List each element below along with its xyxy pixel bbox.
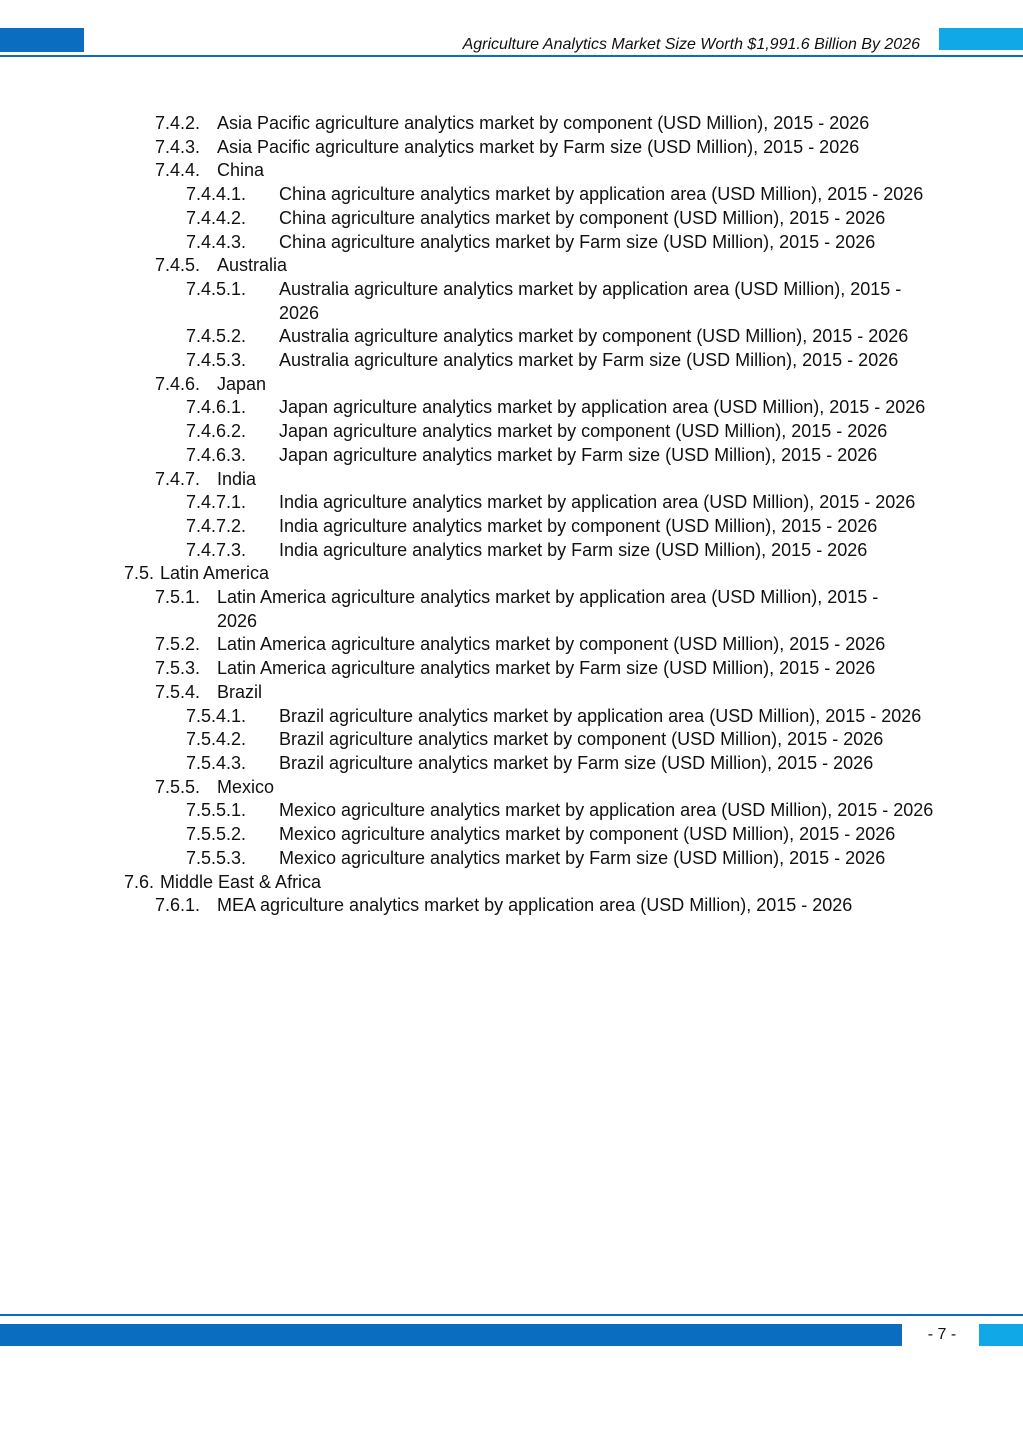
toc-entry-text: Brazil agriculture analytics market by Farm size (USD Million), 2015 - 2026 <box>279 752 874 773</box>
toc-entry-text: China <box>217 160 265 181</box>
toc-entry-number: 7.4.4. <box>155 160 201 181</box>
toc-entry-number: 7.4.6.1. <box>186 397 247 418</box>
footer-rule <box>0 1314 1023 1316</box>
toc-entry <box>0 136 1023 160</box>
toc-entry-text: Japan agriculture analytics market by application area (USD Million), 2015 - 2026 <box>279 397 926 418</box>
toc-entry-text: Australia agriculture analytics market by component (USD Million), 2015 - 2026 <box>279 326 909 347</box>
toc-entry-text: MEA agriculture analytics market by application area (USD Million), 2015 - 2026 <box>217 895 853 916</box>
toc-entry-text: Latin America agriculture analytics market by application area (USD Million), 2015 - 2026 <box>217 587 879 631</box>
toc-entry <box>0 776 1023 800</box>
toc-entry <box>0 586 1023 633</box>
toc-entry-number: 7.4.6.3. <box>186 444 247 465</box>
toc-entry-text: India agriculture analytics market by application area (USD Million), 2015 - 2026 <box>279 492 916 513</box>
toc-entry-number: 7.5.4.3. <box>186 752 247 773</box>
toc-entry <box>0 633 1023 657</box>
footer-left-bar <box>0 1324 902 1346</box>
toc-entry <box>0 231 1023 255</box>
toc-entry <box>0 799 1023 823</box>
header-right-bar <box>939 28 1023 50</box>
toc-entry-text: Asia Pacific agriculture analytics market by Farm size (USD Million), 2015 - 2026 <box>217 136 860 157</box>
toc-entry-number: 7.5.2. <box>155 634 201 655</box>
toc-entry-number: 7.5. <box>124 563 155 584</box>
toc-entry-number: 7.4.5.3. <box>186 350 247 371</box>
toc-entry-text: Brazil agriculture analytics market by component (USD Million), 2015 - 2026 <box>279 729 884 750</box>
toc-entry <box>0 373 1023 397</box>
toc-entry <box>0 159 1023 183</box>
toc-entry-number: 7.4.5.1. <box>186 278 247 299</box>
header-left-bar <box>0 28 84 52</box>
toc-entry-text: China agriculture analytics market by application area (USD Million), 2015 - 2026 <box>279 184 924 205</box>
toc-entry-text: Japan agriculture analytics market by Farm size (USD Million), 2015 - 2026 <box>279 444 878 465</box>
toc-entry-text: Latin America <box>160 563 270 584</box>
toc-entry-text: Australia <box>217 255 288 276</box>
toc-entry-text: India agriculture analytics market by Farm size (USD Million), 2015 - 2026 <box>279 539 868 560</box>
toc-entry-text: Latin America agriculture analytics market by component (USD Million), 2015 - 2026 <box>217 634 886 655</box>
toc-entry <box>0 562 1023 586</box>
toc-entry <box>0 657 1023 681</box>
toc-entry-number: 7.5.5. <box>155 776 201 797</box>
toc-entry-number: 7.4.7.2. <box>186 515 247 536</box>
toc-entry <box>0 112 1023 136</box>
toc-entry-number: 7.5.5.3. <box>186 847 247 868</box>
toc-entry-text: Middle East & Africa <box>160 871 322 892</box>
toc-entry-number: 7.4.7.3. <box>186 539 247 560</box>
toc-entry <box>0 468 1023 492</box>
toc-entry <box>0 254 1023 278</box>
toc-entry-text: Australia agriculture analytics market by Farm size (USD Million), 2015 - 2026 <box>279 350 899 371</box>
footer-right-bar <box>979 1324 1023 1346</box>
toc-entry-number: 7.5.3. <box>155 658 201 679</box>
toc-entry-number: 7.4.7.1. <box>186 492 247 513</box>
toc-entry-number: 7.6.1. <box>155 895 201 916</box>
toc-entry-number: 7.5.1. <box>155 587 201 608</box>
toc-entry-number: 7.5.4.1. <box>186 705 247 726</box>
toc-entry <box>0 847 1023 871</box>
toc-entry <box>0 539 1023 563</box>
toc-entry-number: 7.5.4. <box>155 681 201 702</box>
toc-entry-number: 7.4.4.1. <box>186 184 247 205</box>
toc-entry <box>0 681 1023 705</box>
toc-entry-text: Mexico agriculture analytics market by component (USD Million), 2015 - 2026 <box>279 824 896 845</box>
toc-entry-number: 7.4.6.2. <box>186 421 247 442</box>
toc-entry <box>0 183 1023 207</box>
toc-entry-text: Asia Pacific agriculture analytics market by component (USD Million), 2015 - 2026 <box>217 113 870 133</box>
toc-entry-number: 7.4.5. <box>155 255 201 276</box>
toc-entry <box>0 823 1023 847</box>
toc-entry-number: 7.5.5.2. <box>186 824 247 845</box>
toc-entry-text: Japan agriculture analytics market by component (USD Million), 2015 - 2026 <box>279 421 888 442</box>
toc-entry <box>0 444 1023 468</box>
toc-entry-number: 7.5.5.1. <box>186 800 247 821</box>
toc-entry <box>0 894 1023 918</box>
toc-entry-text: Mexico agriculture analytics market by Farm size (USD Million), 2015 - 2026 <box>279 847 886 868</box>
toc-entry-number: 7.4.2. <box>155 113 201 133</box>
toc-entry-number: 7.5.4.2. <box>186 729 247 750</box>
toc-entry <box>0 207 1023 231</box>
toc-entry-number: 7.4.5.2. <box>186 326 247 347</box>
toc-entry <box>0 752 1023 776</box>
toc-entry <box>0 728 1023 752</box>
toc-entry-text: India <box>217 468 257 489</box>
toc-entry-text: Mexico <box>217 776 275 797</box>
toc-entry-text: India agriculture analytics market by component (USD Million), 2015 - 2026 <box>279 515 878 536</box>
document-title: Agriculture Analytics Market Size Worth $1,991.6 Billion By 2026 <box>462 36 920 53</box>
toc-entry-number: 7.6. <box>124 871 155 892</box>
toc-entry-text: Japan <box>217 373 267 394</box>
toc-entry <box>0 349 1023 373</box>
toc-entry-number: 7.4.4.3. <box>186 231 247 252</box>
toc-entry-text: China agriculture analytics market by component (USD Million), 2015 - 2026 <box>279 207 886 228</box>
page-number: - 7 - <box>927 1326 957 1343</box>
toc-entry <box>0 871 1023 895</box>
toc-entry <box>0 325 1023 349</box>
toc-entry-text: Brazil <box>217 681 263 702</box>
toc-entry <box>0 278 1023 325</box>
toc-entry <box>0 515 1023 539</box>
toc-entry-text: Brazil agriculture analytics market by application area (USD Million), 2015 - 2026 <box>279 705 922 726</box>
toc-entry <box>0 491 1023 515</box>
toc-entry <box>0 420 1023 444</box>
toc-entry-text: China agriculture analytics market by Farm size (USD Million), 2015 - 2026 <box>279 231 876 252</box>
toc-entry-text: Mexico agriculture analytics market by application area (USD Million), 2015 - 2026 <box>279 800 934 821</box>
toc-entry-number: 7.4.3. <box>155 136 201 157</box>
toc-entry-number: 7.4.4.2. <box>186 207 247 228</box>
toc-entry-number: 7.4.6. <box>155 373 201 394</box>
toc-entry-text: Australia agriculture analytics market by application area (USD Million), 2015 - 2026 <box>279 278 902 323</box>
toc-entry-text: Latin America agriculture analytics market by Farm size (USD Million), 2015 - 2026 <box>217 658 876 679</box>
toc-entry <box>0 705 1023 729</box>
table-of-contents <box>0 112 1023 918</box>
toc-entry-number: 7.4.7. <box>155 468 201 489</box>
header-rule <box>0 55 1023 57</box>
toc-entry <box>0 396 1023 420</box>
